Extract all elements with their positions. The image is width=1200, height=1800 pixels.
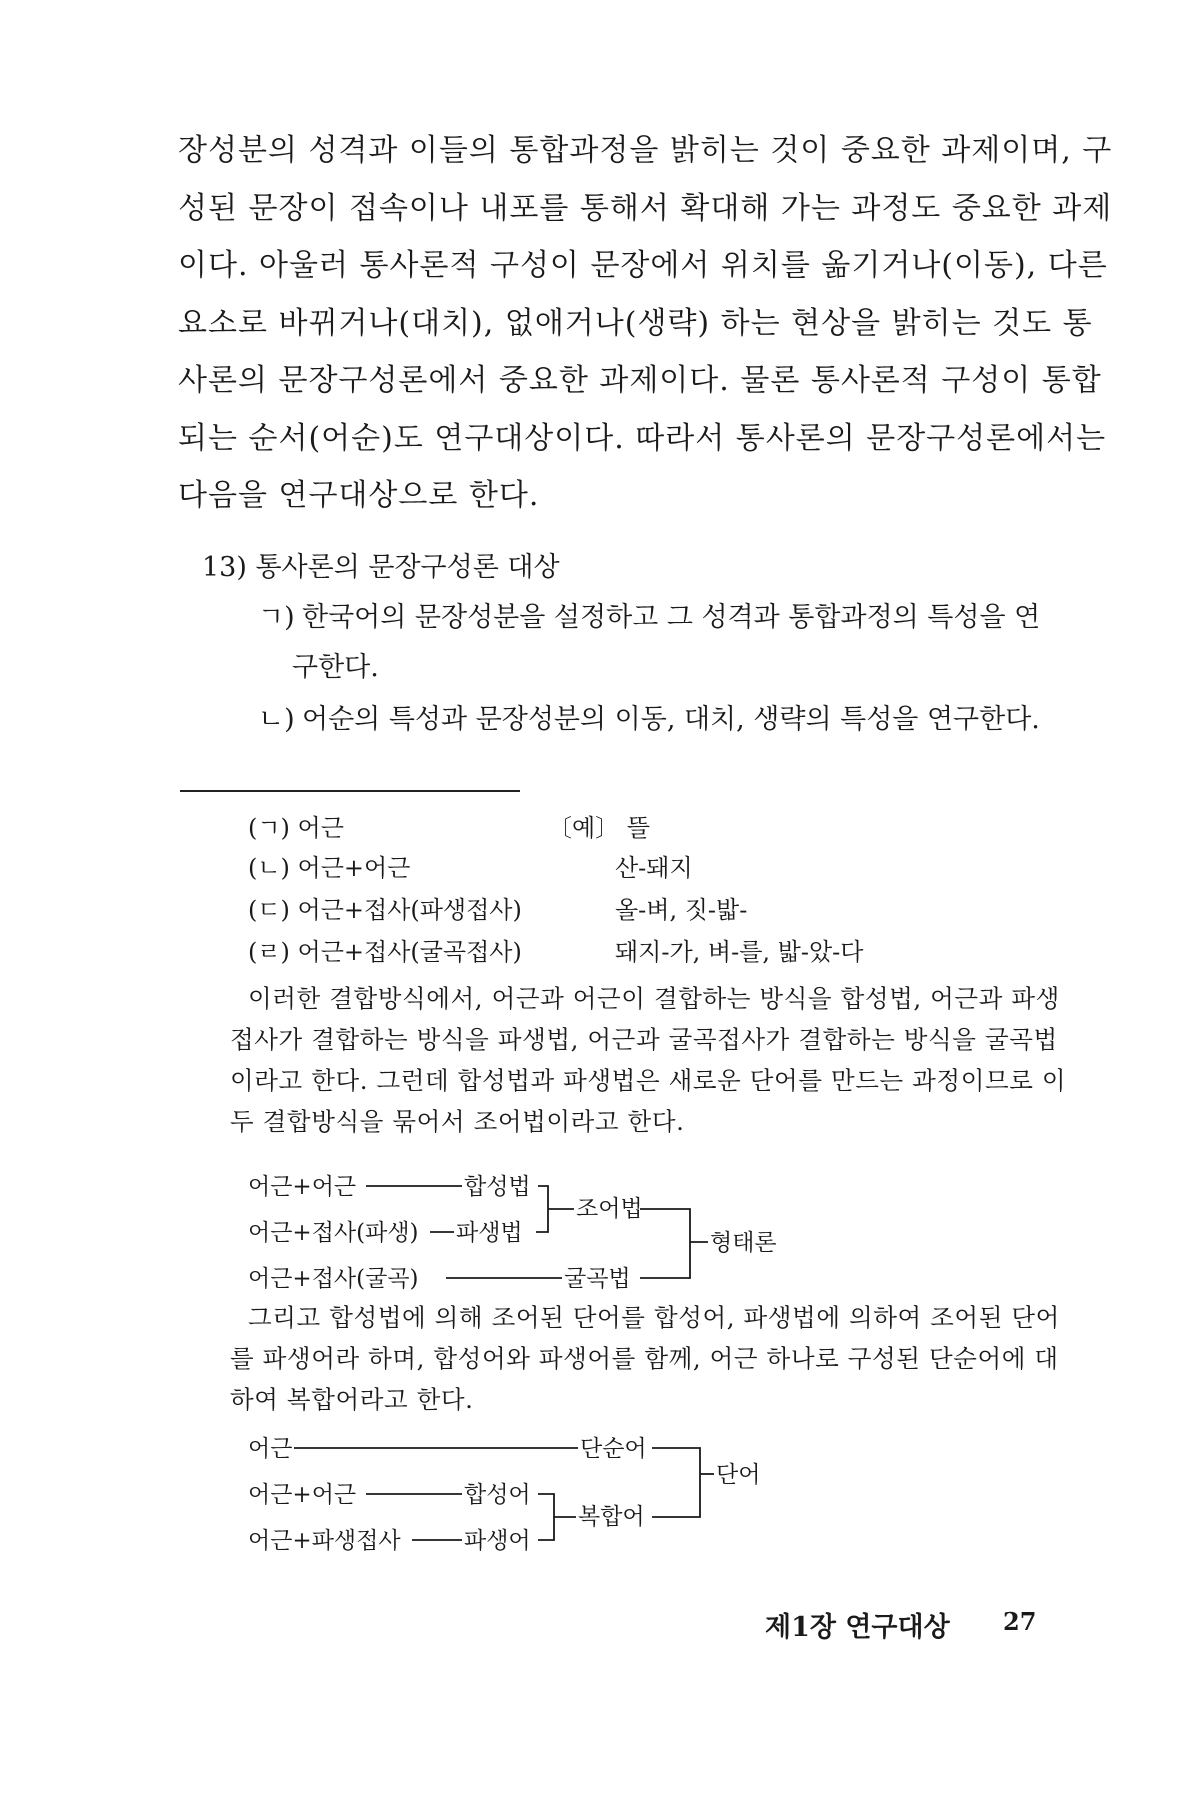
running-head: 제1장 연구대상 [765, 1612, 950, 1643]
footnote-row-label: (ㄴ) 어근+어근 [248, 854, 411, 882]
diagram-row-label: 어근+접사(굴곡) [248, 1266, 419, 1292]
footnote-line: 접사가 결합하는 방식을 파생법, 어근과 굴곡접사가 결합하는 방식을 굴곡법 [230, 1025, 1058, 1054]
list-item-marker: ㄱ) [258, 602, 295, 633]
paragraph-line: 되는 순서(어순)도 연구대상이다. 따라서 통사론의 문장구성론에서는 [178, 420, 1107, 456]
diagram-row-label: 어근+어근 [248, 1482, 357, 1508]
footnote-line: 를 파생어라 하며, 합성어와 파생어를 함께, 어근 하나로 구성된 단순어에 대 [230, 1344, 1059, 1373]
diagram-row-label: 어근+파생접사 [248, 1528, 401, 1554]
footnote-line: 이라고 한다. 그런데 합성법과 파생법은 새로운 단어를 만드는 과정이므로 이 [230, 1066, 1067, 1095]
footnote-line: 하여 복합어라고 한다. [230, 1385, 474, 1414]
paragraph-line: 이다. 아울러 통사론적 구성이 문장에서 위치를 옮기거나(이동), 다른 [178, 248, 1108, 283]
footnote-row-example: 〔예〕 뜰 [548, 814, 650, 842]
diagram-group-label: 조어법 [576, 1196, 643, 1222]
diagram-bracket [652, 1448, 700, 1517]
paragraph-line: 다음을 연구대상으로 한다. [178, 478, 540, 513]
diagram-group-label: 복합어 [578, 1504, 645, 1530]
footnote-line: 그리고 합성법에 의해 조어된 단어를 합성어, 파생법에 의하여 조어된 단어 [248, 1303, 1060, 1332]
footnote-row-label: (ㄱ) 어근 [248, 814, 344, 842]
page-number: 27 [1003, 1607, 1037, 1636]
diagram-row-result: 파생어 [464, 1528, 531, 1554]
paragraph-line: 요소로 바뀌거나(대치), 없애거나(생략) 하는 현상을 밝히는 것도 통 [178, 305, 1093, 341]
paragraph-line: 장성분의 성격과 이들의 통합과정을 밝히는 것이 중요한 과제이며, 구 [178, 133, 1113, 168]
diagram-row-label: 어근+어근 [248, 1174, 357, 1200]
diagram-row-label: 어근 [248, 1436, 293, 1462]
paragraph-line: 성된 문장이 접속이나 내포를 통해서 확대해 가는 과정도 중요한 과제 [178, 190, 1113, 226]
list-item-marker: ㄴ) [258, 704, 295, 735]
footnote-row-label: (ㄹ) 어근+접사(굴곡접사) [248, 938, 522, 966]
diagram-row-label: 어근+접사(파생) [248, 1220, 419, 1246]
diagram-row-result: 굴곡법 [564, 1266, 631, 1292]
diagram-row-result: 단순어 [580, 1436, 647, 1462]
footnote-row-label: (ㄷ) 어근+접사(파생접사) [248, 896, 522, 924]
footnote-row-example: 올-벼, 짓-밟- [615, 896, 748, 924]
diagram-row-result: 합성법 [464, 1174, 531, 1200]
list-title: 13) 통사론의 문장구성론 대상 [202, 552, 560, 583]
footnote-line: 두 결합방식을 묶어서 조어법이라고 한다. [230, 1107, 685, 1136]
diagram-bracket [538, 1494, 554, 1540]
footnote-row-example: 돼지-가, 벼-를, 밟-았-다 [615, 938, 864, 966]
footnote-row-example: 산-돼지 [615, 854, 693, 882]
list-item-text: 한국어의 문장성분을 설정하고 그 성격과 통합과정의 특성을 연 [302, 602, 1041, 633]
footnote-line: 이러한 결합방식에서, 어근과 어근이 결합하는 방식을 합성법, 어근과 파생 [248, 984, 1060, 1013]
diagram-top-label: 단어 [716, 1462, 761, 1488]
diagram-row-result: 합성어 [464, 1482, 531, 1508]
diagram-row-result: 파생법 [456, 1220, 523, 1246]
paragraph-line: 사론의 문장구성론에서 중요한 과제이다. 물론 통사론적 구성이 통합 [178, 363, 1102, 398]
diagram-top-label: 형태론 [710, 1230, 777, 1256]
list-item-text: 어순의 특성과 문장성분의 이동, 대치, 생략의 특성을 연구한다. [302, 704, 1040, 735]
list-item-text: 구한다. [292, 652, 379, 683]
